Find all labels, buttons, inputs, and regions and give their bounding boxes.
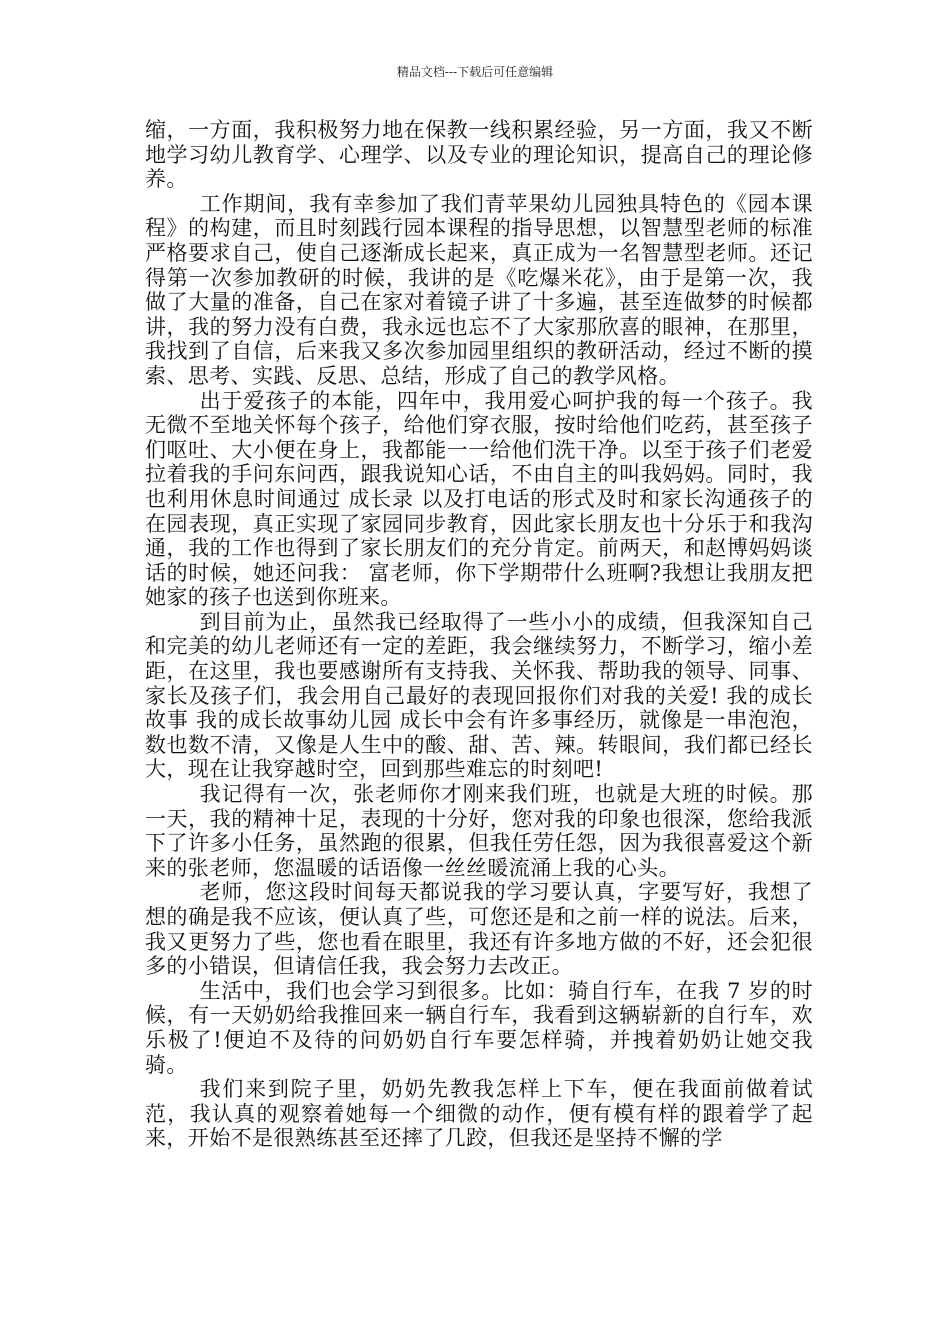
- document-body: [145, 118, 813, 1151]
- paragraph-7: 生活中，我们也会学习到很多。比如：骑自行车，在我 7 岁的时候，有一天奶奶给我推回来一辆自行车，我看到这辆崭新的自行车，欢乐极了!便迫不及待的问奶奶自行车要怎样骑，并拽着奶奶让她交我骑。: [145, 978, 813, 1077]
- paragraph-3: 出于爱孩子的本能，四年中，我用爱心呵护我的每一个孩子。我无微不至地关怀每个孩子，给他们穿衣服，按时给他们吃药，甚至孩子们呕吐、大小便在身上，我都能一一给他们洗干净。以至于孩子们老爱拉着我的手问东问西，跟我说知心话，不由自主的叫我妈妈。同时，我也利用休息时间通过 成长录 以及打电话的形式及时和家长沟通孩子的在园表现，真正实现了家园同步教育，因此家长朋友也十分乐于和我沟通，我的工作也得到了家长朋友们的充分肯定。前两天，和赵博妈妈谈话的时候，她还问我： 富老师，你下学期带什么班啊?我想让我朋友把她家的孩子也送到你班来。: [145, 388, 813, 610]
- page-header: 精品文档---下载后可任意编辑: [396, 65, 554, 79]
- paragraph-5: 我记得有一次，张老师你才刚来我们班，也就是大班的时候。那一天，我的精神十足，表现的十分好，您对我的印象也很深，您给我派下了许多小任务，虽然跑的很累，但我任劳任怨，因为我很喜爱这个新来的张老师，您温暖的话语像一丝丝暖流涌上我的心头。: [145, 782, 813, 880]
- paragraph-6: 老师，您这段时间每天都说我的学习要认真，字要写好，我想了想的确是我不应该，便认真了些，可您还是和之前一样的说法。后来，我又更努力了些，您也看在眼里，我还有许多地方做的不好，还会犯很多的小错误，但请信任我，我会努力去改正。: [145, 880, 813, 979]
- paragraph-2: 工作期间，我有幸参加了我们青苹果幼儿园独具特色的《园本课程》的构建，而且时刻践行园本课程的指导思想，以智慧型老师的标准严格要求自己，使自己逐渐成长起来，真正成为一名智慧型老师。还记得第一次参加教研的时候，我讲的是《吃爆米花》，由于是第一次，我做了大量的准备，自己在家对着镜子讲了十多遍，甚至连做梦的时候都讲，我的努力没有白费，我永远也忘不了大家那欣喜的眼神，在那里，我找到了自信，后来我又多次参加园里组织的教研活动，经过不断的摸索、思考、实践、反思、总结，形成了自己的教学风格。: [145, 191, 813, 388]
- paragraph-1: 缩，一方面，我积极努力地在保教一线积累经验，另一方面，我又不断地学习幼儿教育学、心理学、以及专业的理论知识，提高自己的理论修养。: [145, 118, 813, 192]
- paragraph-4: 到目前为止，虽然我已经取得了一些小小的成绩，但我深知自己和完美的幼儿老师还有一定的差距，我会继续努力，不断学习，缩小差距，在这里，我也要感谢所有支持我、关怀我、帮助我的领导、同事、家长及孩子们，我会用自己最好的表现回报你们对我的关爱! 我的成长故事 我的成长故事幼儿园 成长中会有许多事经历，就像是一串泡泡，数也数不清，又像是人生中的酸、甜、苦、辣。转眼间，我们都已经长大，现在让我穿越时空，回到那些难忘的时刻吧!: [145, 609, 813, 782]
- paragraph-8: 我们来到院子里，奶奶先教我怎样上下车，便在我面前做着试范，我认真的观察着她每一个细微的动作，便有模有样的跟着学了起来，开始不是很熟练甚至还摔了几跤，但我还是坚持不懈的学: [145, 1077, 813, 1151]
